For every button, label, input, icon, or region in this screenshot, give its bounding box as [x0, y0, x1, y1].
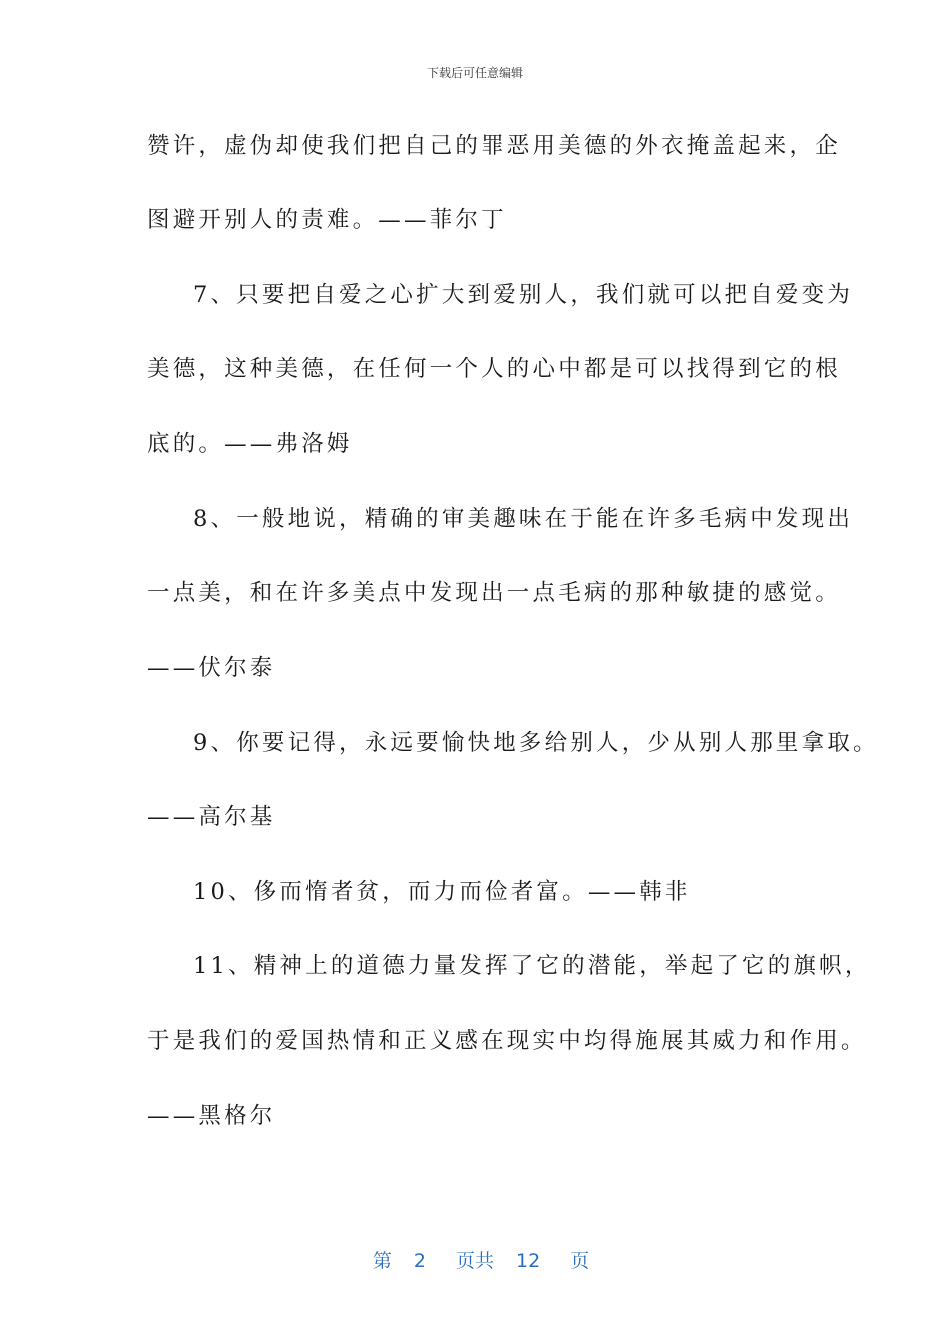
page-label-mid: 页共 [455, 1250, 494, 1272]
text-line: 美德，这种美德，在任何一个人的心中都是可以找得到它的根 [147, 356, 841, 382]
text-line: 底的。——弗洛姆 [147, 431, 353, 457]
page-footer [0, 1224, 950, 1273]
text-line: ——高尔基 [147, 804, 276, 830]
quote-8-line: 8、一般地说，精确的审美趣味在于能在许多毛病中发现出 [193, 506, 854, 532]
text-line: 赞许，虚伪却使我们把自己的罪恶用美德的外衣掩盖起来，企 [147, 133, 841, 159]
page-label-prefix: 第 [372, 1250, 392, 1272]
total-pages-number: 12 [516, 1250, 541, 1272]
text-line: ——伏尔泰 [147, 655, 276, 681]
text-line: 一点美，和在许多美点中发现出一点毛病的那种敏捷的感觉。 [147, 580, 841, 606]
quote-9-line: 9、你要记得，永远要愉快地多给别人，少从别人那里拿取。 [193, 730, 879, 756]
quote-7-line: 7、只要把自爱之心扩大到爱别人，我们就可以把自爱变为 [193, 282, 854, 308]
quote-11-line: 11、精神上的道德力量发挥了它的潜能，举起了它的旗帜， [193, 953, 871, 979]
page-label-suffix: 页 [570, 1250, 590, 1272]
text-line: 于是我们的爱国热情和正义感在现实中均得施展其威力和作用。 [147, 1028, 867, 1054]
quote-10-line: 10、侈而惰者贫，而力而俭者富。——韩非 [193, 879, 691, 905]
page-header: 下载后可任意编辑 [426, 66, 523, 80]
text-line: 图避开别人的责难。——菲尔丁 [147, 207, 507, 233]
text-line: ——黑格尔 [147, 1103, 276, 1129]
current-page-number: 2 [413, 1250, 426, 1272]
